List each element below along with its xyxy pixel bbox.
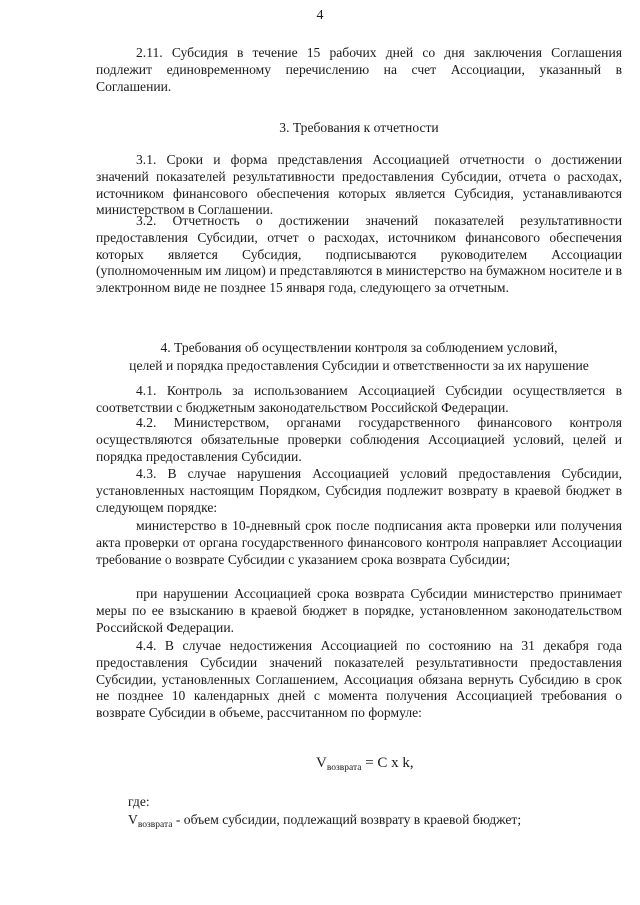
formula-rest: = C x k, — [361, 755, 414, 771]
formula-v: V — [316, 755, 327, 771]
page-number: 4 — [316, 8, 324, 23]
vdef-v: V — [128, 812, 138, 827]
where-label: где: — [128, 794, 150, 809]
paragraph-3-1: 3.1. Сроки и форма представления Ассоциацией отчетности о достижении значений показателей результативности предоставления Субсидии, отчета о расходах, источником финансового обеспечения которых является Субсидия, устанавливаются министерством в Соглашении. — [96, 152, 622, 218]
vdef-subscript: возврата — [137, 820, 173, 830]
section-4-title — [96, 339, 622, 375]
paragraph-4-3: 4.3. В случае нарушения Ассоциацией условий предоставления Субсидии, установленных настоящим Порядком, Субсидия подлежит возврату в краевой бюджет в следующем порядке: — [96, 466, 622, 515]
paragraph-4-1: 4.1. Контроль за использованием Ассоциацией Субсидии осуществляется в соответствии с бюджетным законодательством Российской Федерации. — [96, 383, 622, 415]
paragraph-4-2: 4.2. Министерством, органами государственного финансового контроля осуществляются обязательные проверки соблюдения Ассоциацией условий, целей и порядка предоставления Субсидии. — [96, 415, 622, 464]
paragraph-3-2: 3.2. Отчетность о достижении значений показателей результативности предоставления Субсидии, отчет о расходах, источником финансового обеспечения которых является Субсидия, подписываются руководителем Ассоциации (уполномоченным им лицом) и представляются в министерство на бумажном носителе и в электронном виде не позднее 15 января года, следующего за отчетным. — [96, 213, 622, 296]
paragraph-4-3-a: министерство в 10-дневный срок после подписания акта проверки или получения акта проверки от органа государственного финансового контроля направляет Ассоциации требование о возврате Субсидии с указанием срока возврата Субсидии; — [96, 518, 622, 567]
section-4-title-line1: 4. Требования об осуществлении контроля за соблюдением условий, — [160, 340, 558, 355]
v-definition — [128, 812, 521, 830]
section-4-title-line2: целей и порядка предоставления Субсидии и ответственности за их нарушение — [129, 358, 589, 373]
paragraph-2-11: 2.11. Субсидия в течение 15 рабочих дней со дня заключения Соглашения подлежит единовременному перечислению на счет Ассоциации, указанный в Соглашении. — [96, 45, 622, 94]
vdef-rest: - объем субсидии, подлежащий возврату в краевой бюджет; — [172, 812, 522, 827]
paragraph-4-3-b: при нарушении Ассоциацией срока возврата Субсидии министерство принимает меры по ее взысканию в краевой бюджет в порядке, установленном законодательством Российской Федерации. — [96, 586, 622, 635]
formula-subscript: возврата — [326, 763, 362, 773]
paragraph-4-4: 4.4. В случае недостижения Ассоциацией по состоянию на 31 декабря года предоставления Субсидии значений показателей результативности предоставления Субсидии, установленных Соглашением, Ассоциация обязана вернуть Субсидию в срок не позднее 10 календарных дней с момента получения Ассоциацией требования о возврате Субсидии в объеме, рассчитанном по формуле: — [96, 638, 622, 721]
formula — [316, 755, 414, 773]
section-3-title: 3. Требования к отчетности — [279, 120, 439, 135]
